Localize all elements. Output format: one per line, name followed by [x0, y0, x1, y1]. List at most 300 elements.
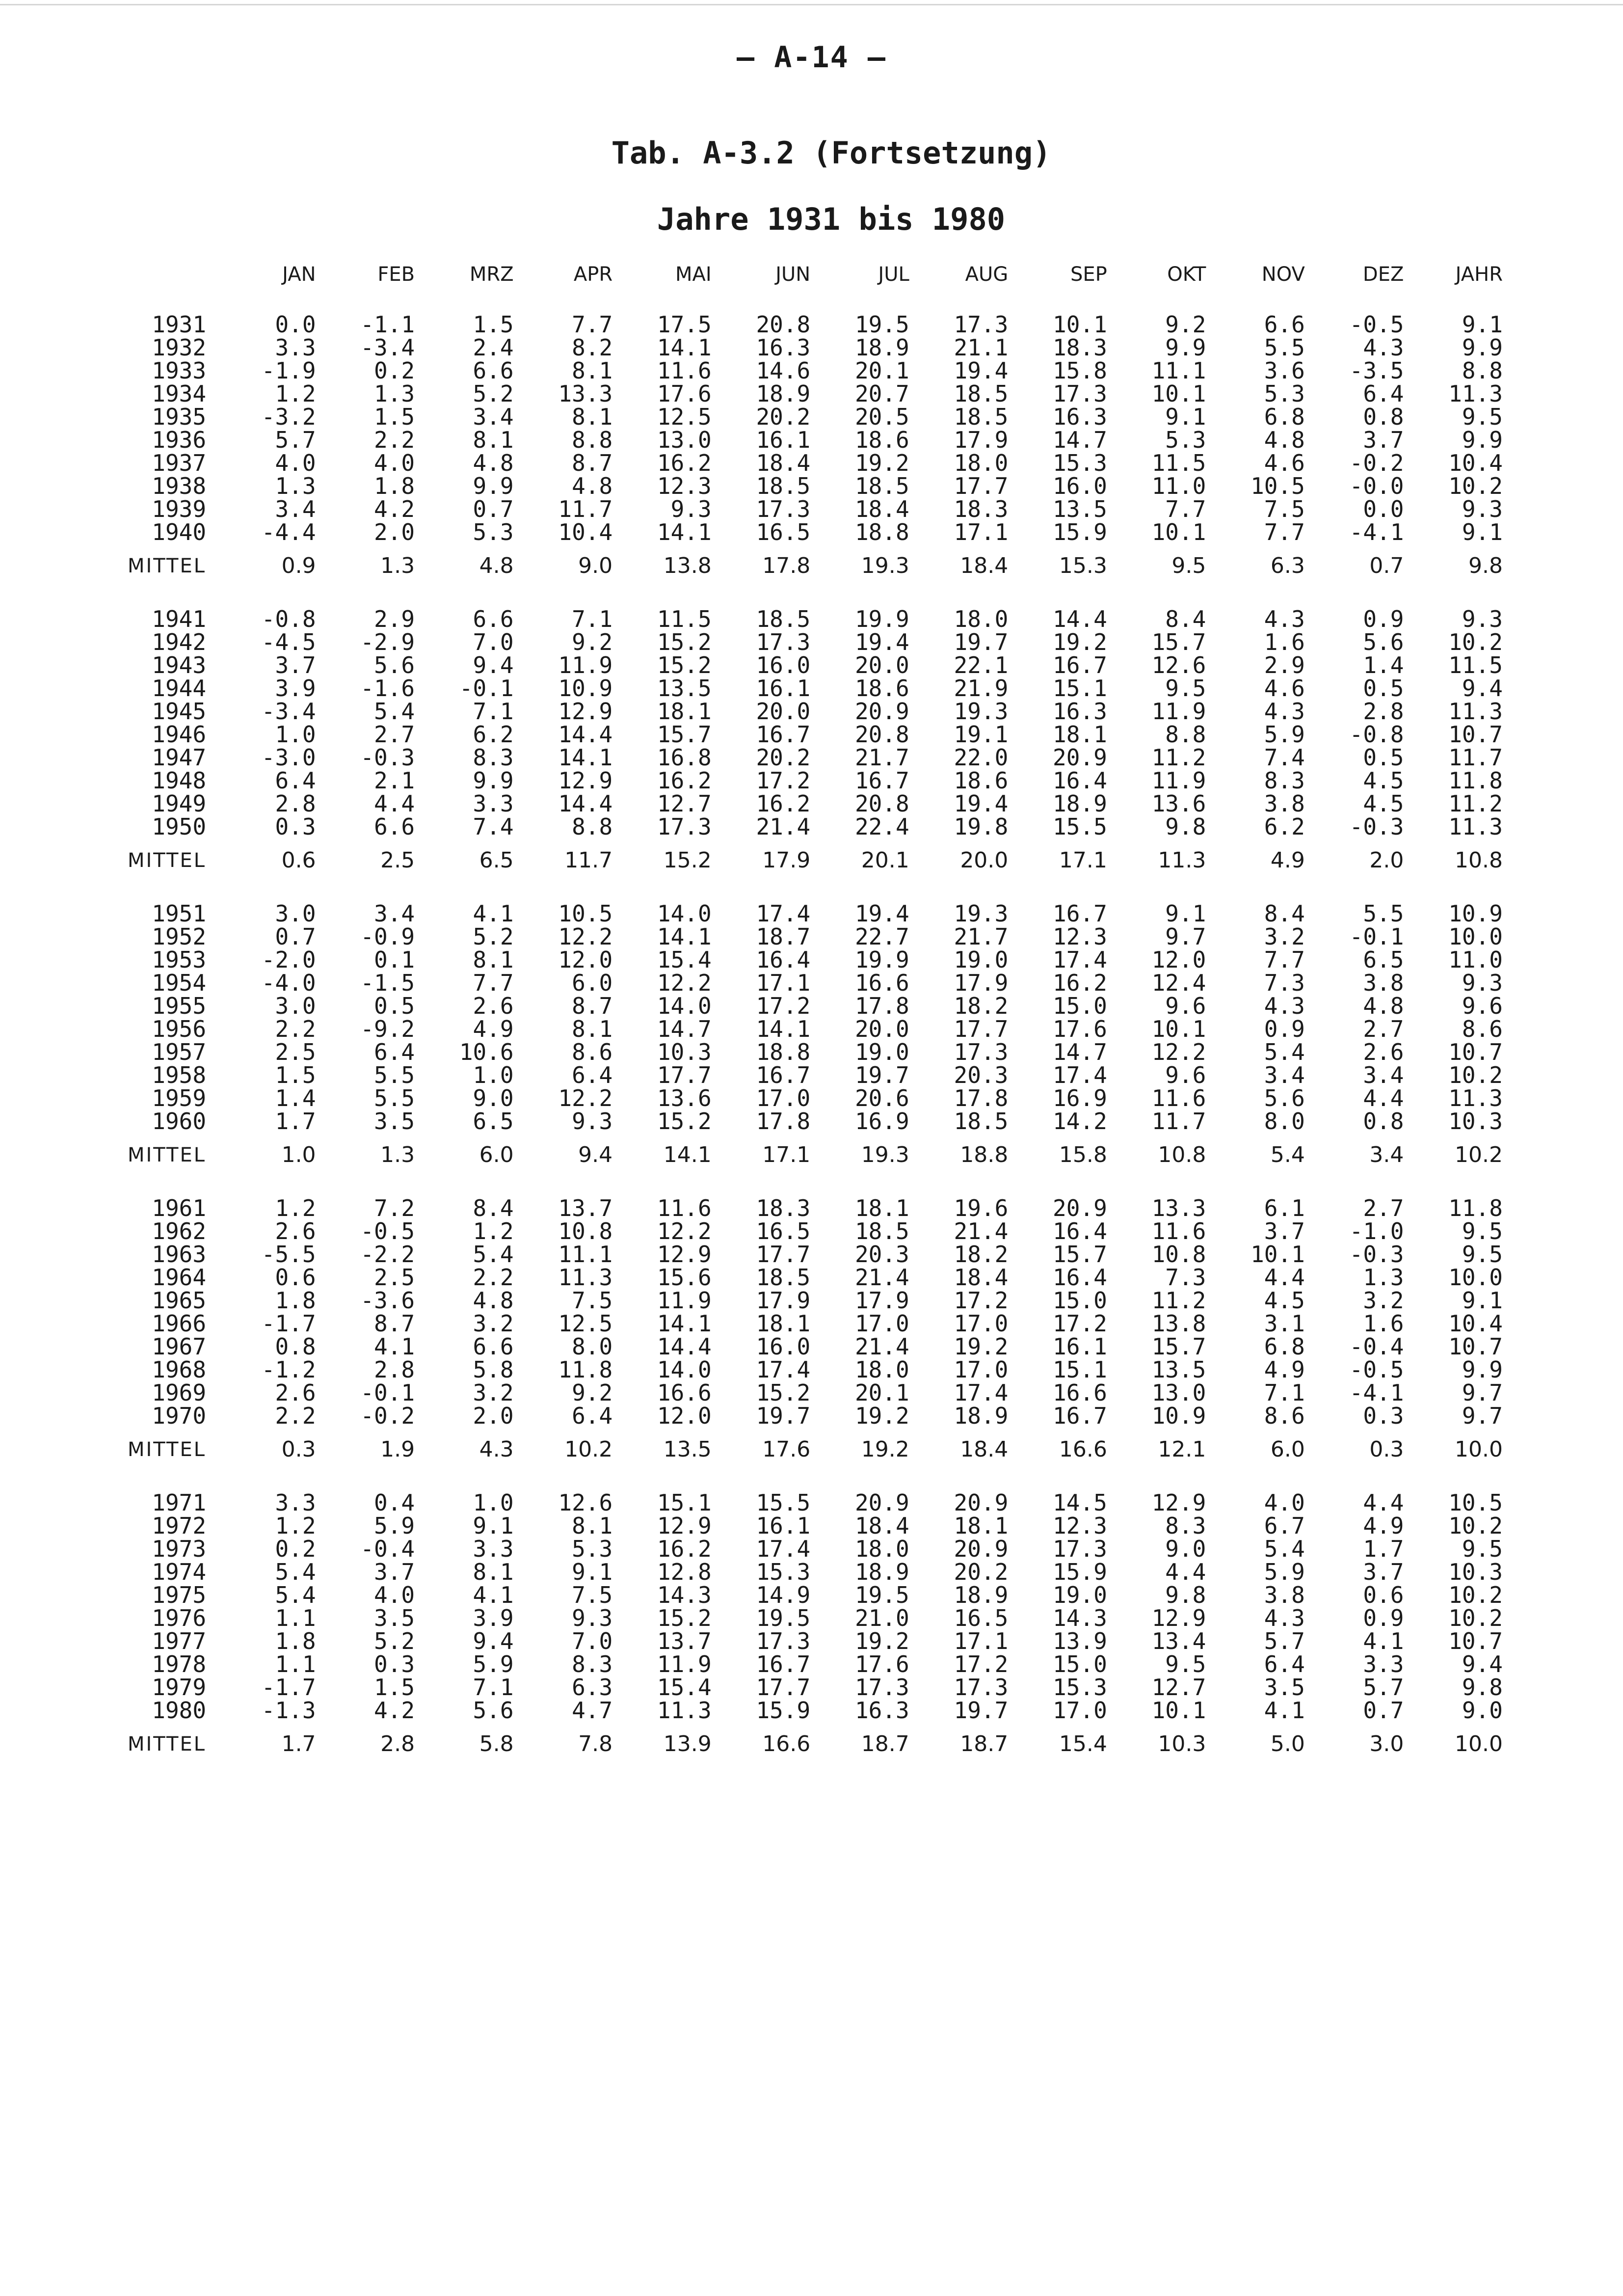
value-cell: 21.0: [854, 1605, 909, 1631]
value-cell: 6.2: [1264, 813, 1305, 840]
value-cell: 7.3: [1264, 970, 1305, 996]
value-cell: 11.9: [657, 1287, 712, 1314]
value-cell: 14.1: [558, 744, 613, 771]
value-cell: 9.7: [1165, 923, 1206, 950]
spacer-row: [128, 294, 1512, 313]
value-cell: -3.0: [261, 744, 316, 771]
header-aug: AUG: [965, 263, 1009, 286]
value-cell: 2.6: [275, 1379, 316, 1406]
table-row: [128, 521, 1512, 544]
value-cell: 11.9: [558, 652, 613, 678]
value-cell: 3.4: [374, 900, 415, 927]
value-cell: 17.4: [756, 1356, 811, 1383]
year-cell: 1979: [152, 1674, 207, 1701]
value-cell: 4.4: [1363, 1085, 1404, 1111]
year-cell: 1951: [152, 900, 207, 927]
mean-value-cell: 1.3: [380, 1142, 415, 1167]
value-cell: 3.8: [1363, 970, 1404, 996]
value-cell: 13.5: [1151, 1356, 1206, 1383]
mean-value-cell: 5.4: [1270, 1142, 1305, 1167]
value-cell: 10.2: [1448, 629, 1503, 655]
value-cell: 14.0: [657, 900, 712, 927]
value-cell: 9.4: [473, 652, 514, 678]
value-cell: 14.1: [657, 1310, 712, 1337]
value-cell: 20.8: [854, 790, 909, 817]
value-cell: 8.7: [374, 1310, 415, 1337]
value-cell: 16.5: [756, 519, 811, 545]
value-cell: 4.4: [1165, 1559, 1206, 1585]
value-cell: 3.8: [1264, 790, 1305, 817]
value-cell: 1.5: [473, 311, 514, 338]
value-cell: 8.8: [572, 427, 613, 453]
value-cell: 9.9: [1462, 334, 1503, 361]
value-cell: 0.8: [275, 1333, 316, 1360]
value-cell: 9.1: [473, 1513, 514, 1539]
value-cell: 4.0: [374, 450, 415, 476]
value-cell: 10.8: [1151, 1241, 1206, 1268]
value-cell: 4.6: [1264, 450, 1305, 476]
value-cell: 14.6: [756, 357, 811, 384]
header-dez: DEZ: [1362, 263, 1404, 286]
value-cell: 9.3: [1462, 606, 1503, 632]
table-row: [128, 1514, 1512, 1538]
mean-value-cell: 10.8: [1158, 1142, 1206, 1167]
value-cell: 3.1: [1264, 1310, 1305, 1337]
value-cell: 18.5: [756, 1264, 811, 1291]
value-cell: -0.8: [1349, 721, 1404, 748]
table-row: [128, 1405, 1512, 1428]
year-cell: 1964: [152, 1264, 207, 1291]
mean-value-cell: 15.4: [1059, 1731, 1107, 1756]
value-cell: 18.5: [854, 473, 909, 499]
table-row: [128, 1561, 1512, 1584]
value-cell: 8.1: [572, 1016, 613, 1042]
value-cell: 17.7: [954, 473, 1009, 499]
value-cell: 18.2: [954, 993, 1009, 1019]
table-row: [128, 313, 1512, 336]
mean-value-cell: 15.2: [663, 848, 712, 873]
value-cell: 5.7: [1363, 1674, 1404, 1701]
value-cell: 18.5: [756, 473, 811, 499]
value-cell: 17.3: [756, 629, 811, 655]
value-cell: 13.3: [558, 380, 613, 407]
value-cell: 3.5: [374, 1605, 415, 1631]
value-cell: 11.7: [1448, 744, 1503, 771]
year-cell: 1965: [152, 1287, 207, 1314]
year-cell: 1958: [152, 1062, 207, 1088]
value-cell: 5.3: [1165, 427, 1206, 453]
value-cell: 20.3: [854, 1241, 909, 1268]
value-cell: 9.1: [1165, 900, 1206, 927]
year-cell: 1945: [152, 698, 207, 725]
value-cell: 11.3: [1448, 698, 1503, 725]
value-cell: -0.1: [360, 1379, 415, 1406]
table-row: [128, 902, 1512, 925]
mean-value-cell: 17.1: [762, 1142, 811, 1167]
value-cell: 13.7: [558, 1195, 613, 1221]
value-cell: -0.3: [1349, 1241, 1404, 1268]
value-cell: 5.6: [374, 652, 415, 678]
year-cell: 1939: [152, 496, 207, 522]
value-cell: 2.4: [473, 334, 514, 361]
value-cell: -3.4: [360, 334, 415, 361]
value-cell: 3.5: [374, 1108, 415, 1134]
value-cell: 15.7: [1151, 1333, 1206, 1360]
year-cell: 1935: [152, 404, 207, 430]
value-cell: 2.6: [473, 993, 514, 1019]
value-cell: -1.1: [360, 311, 415, 338]
header-jan: JAN: [282, 263, 316, 286]
value-cell: 18.3: [1053, 334, 1107, 361]
value-cell: 17.1: [756, 970, 811, 996]
table-row: [128, 700, 1512, 723]
value-cell: 1.2: [473, 1218, 514, 1244]
mean-label: MITTEL: [128, 1438, 207, 1461]
value-cell: 9.2: [1165, 311, 1206, 338]
value-cell: 12.9: [657, 1513, 712, 1539]
value-cell: 18.1: [657, 698, 712, 725]
value-cell: 5.5: [1264, 334, 1305, 361]
value-cell: 15.3: [1053, 450, 1107, 476]
mean-value-cell: 19.3: [861, 553, 909, 578]
value-cell: 16.2: [756, 790, 811, 817]
value-cell: 2.6: [1363, 1039, 1404, 1065]
value-cell: -4.1: [1349, 519, 1404, 545]
mean-label: MITTEL: [128, 1733, 207, 1756]
value-cell: 6.4: [572, 1403, 613, 1429]
value-cell: 9.9: [1165, 334, 1206, 361]
value-cell: 18.5: [954, 404, 1009, 430]
value-cell: 19.5: [854, 1582, 909, 1608]
header-row: [128, 255, 1512, 294]
value-cell: 19.4: [954, 790, 1009, 817]
value-cell: -0.8: [261, 606, 316, 632]
value-cell: 16.7: [756, 1651, 811, 1677]
value-cell: 15.7: [1053, 1241, 1107, 1268]
value-cell: 9.8: [1462, 1674, 1503, 1701]
value-cell: 2.8: [275, 790, 316, 817]
value-cell: 14.5: [1053, 1489, 1107, 1516]
year-cell: 1952: [152, 923, 207, 950]
value-cell: 8.3: [473, 744, 514, 771]
value-cell: 0.8: [1363, 1108, 1404, 1134]
value-cell: 11.8: [1448, 767, 1503, 794]
value-cell: 17.2: [756, 993, 811, 1019]
value-cell: 5.6: [1363, 629, 1404, 655]
value-cell: 17.9: [756, 1287, 811, 1314]
value-cell: 19.4: [954, 357, 1009, 384]
year-cell: 1950: [152, 813, 207, 840]
value-cell: 19.7: [954, 629, 1009, 655]
value-cell: 8.3: [1165, 1513, 1206, 1539]
value-cell: 5.9: [1264, 721, 1305, 748]
value-cell: 15.1: [1053, 675, 1107, 702]
value-cell: 7.5: [1264, 496, 1305, 522]
value-cell: 19.7: [854, 1062, 909, 1088]
value-cell: 16.0: [756, 1333, 811, 1360]
value-cell: 1.1: [275, 1605, 316, 1631]
value-cell: -3.4: [261, 698, 316, 725]
value-cell: 5.7: [275, 427, 316, 453]
header-feb: FEB: [377, 263, 415, 286]
table-row: [128, 925, 1512, 948]
value-cell: 18.0: [854, 1536, 909, 1562]
value-cell: -5.5: [261, 1241, 316, 1268]
value-cell: 16.2: [1053, 970, 1107, 996]
table-body: [128, 294, 1512, 1766]
year-cell: 1937: [152, 450, 207, 476]
value-cell: 0.5: [1363, 675, 1404, 702]
value-cell: 14.1: [657, 334, 712, 361]
value-cell: 16.9: [1053, 1085, 1107, 1111]
value-cell: 10.1: [1251, 1241, 1305, 1268]
year-cell: 1954: [152, 970, 207, 996]
year-cell: 1968: [152, 1356, 207, 1383]
value-cell: 17.5: [657, 311, 712, 338]
value-cell: 15.0: [1053, 1287, 1107, 1314]
value-cell: 21.4: [854, 1333, 909, 1360]
value-cell: 5.3: [572, 1536, 613, 1562]
value-cell: 14.2: [1053, 1108, 1107, 1134]
mean-value-cell: 17.6: [762, 1437, 811, 1462]
table-row: [128, 1538, 1512, 1561]
spacer-row: [128, 883, 1512, 902]
value-cell: 11.7: [558, 496, 613, 522]
value-cell: 20.5: [854, 404, 909, 430]
value-cell: 11.8: [558, 1356, 613, 1383]
value-cell: 15.3: [1053, 1674, 1107, 1701]
value-cell: 17.4: [756, 900, 811, 927]
value-cell: 3.6: [1264, 357, 1305, 384]
value-cell: -1.7: [261, 1310, 316, 1337]
value-cell: 8.1: [473, 427, 514, 453]
value-cell: 17.2: [756, 767, 811, 794]
value-cell: 1.2: [275, 1195, 316, 1221]
value-cell: 3.4: [1264, 1062, 1305, 1088]
value-cell: 2.7: [1363, 1195, 1404, 1221]
value-cell: 2.0: [473, 1403, 514, 1429]
mean-value-cell: 18.7: [960, 1731, 1009, 1756]
header-nov: NOV: [1261, 263, 1305, 286]
value-cell: 21.1: [954, 334, 1009, 361]
value-cell: 5.7: [1264, 1628, 1305, 1654]
mean-value-cell: 5.8: [479, 1731, 514, 1756]
value-cell: 10.1: [1151, 380, 1206, 407]
table-row: [128, 746, 1512, 769]
value-cell: 17.2: [954, 1651, 1009, 1677]
value-cell: 2.2: [275, 1403, 316, 1429]
value-cell: 17.3: [657, 813, 712, 840]
value-cell: 17.2: [954, 1287, 1009, 1314]
value-cell: 18.9: [854, 1559, 909, 1585]
mean-value-cell: 17.8: [762, 553, 811, 578]
value-cell: 15.7: [657, 721, 712, 748]
value-cell: 9.5: [1462, 1536, 1503, 1562]
value-cell: 10.9: [558, 675, 613, 702]
value-cell: 1.7: [275, 1108, 316, 1134]
value-cell: 1.8: [275, 1628, 316, 1654]
value-cell: 2.0: [374, 519, 415, 545]
value-cell: 12.3: [657, 473, 712, 499]
value-cell: 16.4: [756, 946, 811, 973]
value-cell: 9.5: [1462, 1218, 1503, 1244]
value-cell: 12.3: [1053, 923, 1107, 950]
value-cell: 2.7: [1363, 1016, 1404, 1042]
table-row: [128, 1491, 1512, 1514]
value-cell: 6.1: [1264, 1195, 1305, 1221]
mean-value-cell: 20.1: [861, 848, 909, 873]
value-cell: 2.8: [374, 1356, 415, 1383]
value-cell: 3.7: [374, 1559, 415, 1585]
value-cell: 6.4: [374, 1039, 415, 1065]
value-cell: 3.7: [275, 652, 316, 678]
year-cell: 1948: [152, 767, 207, 794]
value-cell: 8.1: [473, 1559, 514, 1585]
table-row: [128, 1220, 1512, 1243]
value-cell: 20.0: [854, 652, 909, 678]
value-cell: 9.3: [572, 1605, 613, 1631]
value-cell: 10.9: [1448, 900, 1503, 927]
value-cell: 4.3: [1363, 334, 1404, 361]
value-cell: 17.7: [756, 1241, 811, 1268]
value-cell: 10.1: [1053, 311, 1107, 338]
table-row: [128, 405, 1512, 429]
value-cell: -0.2: [1349, 450, 1404, 476]
value-cell: 20.2: [954, 1559, 1009, 1585]
mean-value-cell: 18.7: [861, 1731, 909, 1756]
mean-value-cell: 9.0: [578, 553, 613, 578]
value-cell: 16.1: [756, 675, 811, 702]
year-cell: 1933: [152, 357, 207, 384]
value-cell: 15.0: [1053, 993, 1107, 1019]
value-cell: 19.6: [954, 1195, 1009, 1221]
value-cell: 9.0: [473, 1085, 514, 1111]
mean-value-cell: 0.3: [281, 1437, 316, 1462]
table-row: [128, 1699, 1512, 1722]
value-cell: 13.0: [657, 427, 712, 453]
value-cell: 20.0: [854, 1016, 909, 1042]
value-cell: 7.5: [572, 1287, 613, 1314]
header-okt: OKT: [1167, 263, 1206, 286]
value-cell: 17.3: [854, 1674, 909, 1701]
value-cell: 1.8: [374, 473, 415, 499]
value-cell: 17.3: [1053, 1536, 1107, 1562]
value-cell: 17.7: [756, 1674, 811, 1701]
value-cell: 18.9: [1053, 790, 1107, 817]
value-cell: 4.6: [1264, 675, 1305, 702]
value-cell: 7.1: [572, 606, 613, 632]
value-cell: -4.4: [261, 519, 316, 545]
value-cell: 8.8: [572, 813, 613, 840]
value-cell: 12.2: [1151, 1039, 1206, 1065]
value-cell: 11.7: [1151, 1108, 1206, 1134]
value-cell: 3.0: [275, 993, 316, 1019]
mean-row: [128, 1428, 1512, 1472]
value-cell: 10.4: [1448, 450, 1503, 476]
value-cell: -1.7: [261, 1674, 316, 1701]
value-cell: 9.1: [1462, 311, 1503, 338]
value-cell: 8.7: [572, 450, 613, 476]
year-cell: 1947: [152, 744, 207, 771]
table-row: [128, 769, 1512, 792]
value-cell: 7.0: [473, 629, 514, 655]
value-cell: 10.2: [1448, 1062, 1503, 1088]
value-cell: 15.1: [657, 1489, 712, 1516]
value-cell: 3.7: [1264, 1218, 1305, 1244]
year-cell: 1970: [152, 1403, 207, 1429]
table-row: [128, 792, 1512, 815]
table-row: [128, 1289, 1512, 1312]
value-cell: 8.3: [572, 1651, 613, 1677]
value-cell: 7.4: [473, 813, 514, 840]
value-cell: 6.2: [473, 721, 514, 748]
table-row: [128, 1676, 1512, 1699]
table-row: [128, 1243, 1512, 1266]
value-cell: 5.6: [1264, 1085, 1305, 1111]
value-cell: 18.5: [854, 1218, 909, 1244]
value-cell: 12.9: [558, 767, 613, 794]
value-cell: 13.8: [1151, 1310, 1206, 1337]
mean-value-cell: 6.0: [479, 1142, 514, 1167]
mean-label: MITTEL: [128, 555, 207, 577]
value-cell: 12.3: [1053, 1513, 1107, 1539]
value-cell: 10.3: [1448, 1559, 1503, 1585]
table-row: [128, 1064, 1512, 1087]
value-cell: 7.7: [572, 311, 613, 338]
value-cell: 15.6: [657, 1264, 712, 1291]
value-cell: 0.4: [374, 1489, 415, 1516]
value-cell: 19.9: [854, 606, 909, 632]
value-cell: 3.8: [1264, 1582, 1305, 1608]
table-row: [128, 677, 1512, 700]
value-cell: 17.6: [1053, 1016, 1107, 1042]
table-row: [128, 1584, 1512, 1607]
mean-value-cell: 0.7: [1369, 553, 1404, 578]
year-cell: 1955: [152, 993, 207, 1019]
value-cell: 16.3: [1053, 698, 1107, 725]
mean-row: [128, 1722, 1512, 1766]
value-cell: 10.2: [1448, 473, 1503, 499]
value-cell: 16.0: [756, 652, 811, 678]
value-cell: 15.9: [756, 1697, 811, 1724]
value-cell: 9.4: [473, 1628, 514, 1654]
header-year-column: [128, 255, 226, 294]
value-cell: 18.6: [854, 427, 909, 453]
value-cell: 19.5: [756, 1605, 811, 1631]
value-cell: 4.1: [1363, 1628, 1404, 1654]
value-cell: 3.3: [473, 1536, 514, 1562]
value-cell: 20.9: [1053, 1195, 1107, 1221]
value-cell: 5.4: [1264, 1039, 1305, 1065]
value-cell: 16.2: [657, 767, 712, 794]
value-cell: 17.6: [854, 1651, 909, 1677]
value-cell: -1.6: [360, 675, 415, 702]
value-cell: 6.5: [473, 1108, 514, 1134]
value-cell: 5.9: [374, 1513, 415, 1539]
value-cell: 10.2: [1448, 1605, 1503, 1631]
value-cell: 9.9: [1462, 1356, 1503, 1383]
value-cell: 15.2: [756, 1379, 811, 1406]
value-cell: 8.1: [572, 357, 613, 384]
value-cell: 11.3: [657, 1697, 712, 1724]
mean-value-cell: 10.3: [1158, 1731, 1206, 1756]
value-cell: 4.3: [1264, 993, 1305, 1019]
value-cell: 18.4: [854, 1513, 909, 1539]
value-cell: 4.8: [1264, 427, 1305, 453]
value-cell: 15.9: [1053, 519, 1107, 545]
year-cell: 1949: [152, 790, 207, 817]
value-cell: 5.5: [374, 1085, 415, 1111]
